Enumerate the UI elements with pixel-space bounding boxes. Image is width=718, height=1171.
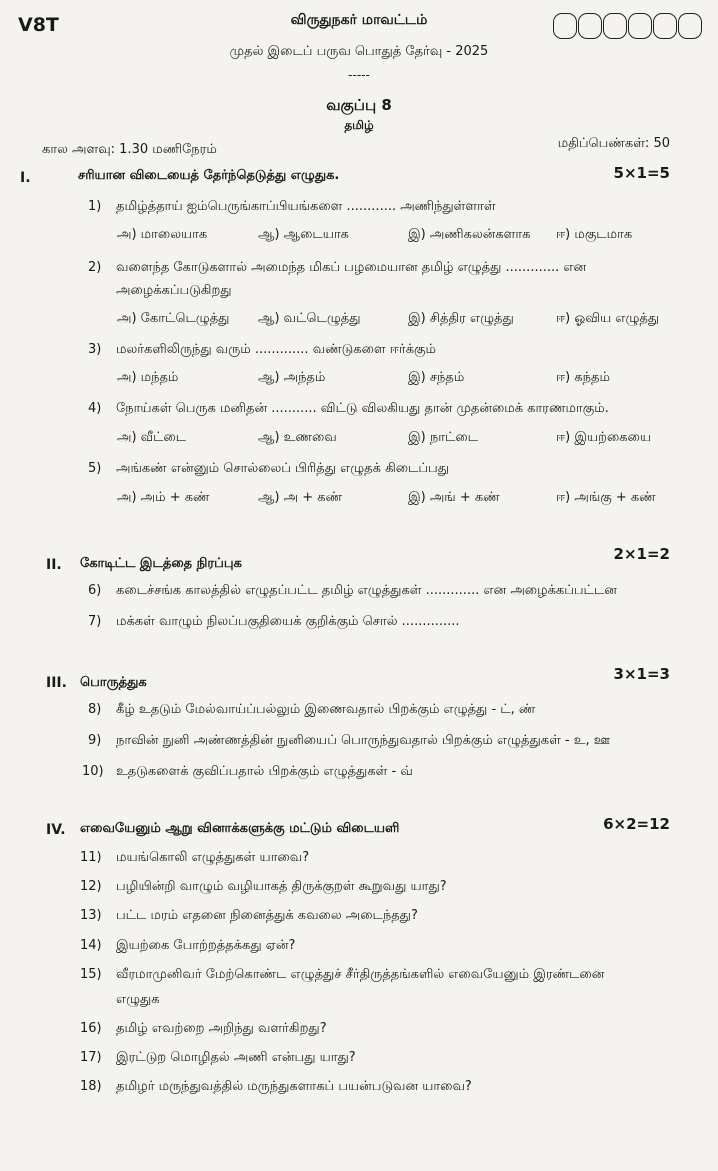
divider-dashes: -----	[348, 68, 370, 82]
option-c: இ) நாட்டை	[408, 430, 478, 445]
option-c: இ) சந்தம்	[408, 370, 465, 385]
question-number: 6)	[88, 583, 102, 598]
question-number: 11)	[80, 850, 102, 865]
section-3-marks: 3×1=3	[613, 665, 670, 683]
option-c: இ) அணிகலன்களாக	[408, 227, 531, 242]
question-text: நாவின் நுனி அண்ணத்தின் நுனியைப் பொருந்துவதால் பிறக்கும் எழுத்துகள் - உ, ஊ	[116, 733, 611, 748]
question-10	[82, 764, 413, 780]
section-4-marks: 6×2=12	[603, 815, 670, 833]
section-1-marks: 5×1=5	[613, 164, 670, 182]
question-number: 4)	[88, 401, 102, 416]
option-b: ஆ) அந்தம்	[258, 370, 326, 385]
question-number: 7)	[88, 614, 102, 629]
district-title: விருதுநகர் மாவட்டம்	[290, 12, 428, 28]
option-d: ஈ) மகுடமாக	[556, 227, 633, 242]
question-text: தமிழ் எவற்றை அறிந்து வளர்கிறது?	[116, 1021, 327, 1036]
subject-title: தமிழ்	[344, 118, 374, 132]
question-number: 8)	[88, 702, 102, 717]
question-number: 12)	[80, 879, 102, 894]
section-1-title: சரியான விடையைத் தேர்ந்தெடுத்து எழுதுக.	[78, 168, 340, 183]
option-d: ஈ) இயற்கையை	[556, 430, 652, 445]
question-14	[80, 938, 295, 954]
total-marks: மதிப்பெண்கள்: 50	[557, 136, 670, 151]
register-number-boxes	[553, 13, 702, 39]
question-6	[88, 583, 617, 599]
question-text: பழியின்றி வாழும் வழியாகத் திருக்குறள் கூறுவது யாது?	[116, 879, 447, 894]
question-4	[88, 401, 609, 417]
exam-title: முதல் இடைப் பருவ பொதுத் தேர்வு - 2025	[229, 44, 489, 59]
question-8	[88, 702, 535, 718]
question-7	[88, 614, 460, 630]
section-3-number: III.	[46, 675, 67, 691]
question-text: கீழ் உதடும் மேல்வாய்ப்பல்லும் இணைவதால் பிறக்கும் எழுத்து - ட், ண்	[116, 702, 536, 717]
question-15	[80, 967, 604, 983]
question-number: 16)	[80, 1021, 102, 1036]
question-12	[80, 879, 447, 895]
option-b: ஆ) உணவை	[258, 430, 337, 445]
question-text: மக்கள் வாழும் நிலப்பகுதியைக் குறிக்கும் சொல் ..............	[116, 614, 460, 629]
option-d: ஈ) ஓவிய எழுத்து	[556, 311, 660, 326]
question-15-continued: எழுதுக	[116, 992, 160, 1007]
question-text: மலர்களிலிருந்து வரும் ............. வண்டுகளை ஈர்க்கும்	[116, 342, 436, 357]
question-text: உதடுகளைக் குவிப்பதால் பிறக்கும் எழுத்துகள் - வ்	[116, 764, 413, 779]
register-box	[678, 13, 702, 39]
question-text: வீரமாமுனிவர் மேற்கொண்ட எழுத்துச் சீர்திருத்தங்களில் எவையேனும் இரண்டனை	[116, 967, 605, 982]
option-a: அ) மந்தம்	[117, 370, 179, 385]
time-duration: கால அளவு: 1.30 மணிநேரம்	[42, 142, 217, 157]
question-13	[80, 908, 418, 924]
question-2-continued: அழைக்கப்படுகிறது	[116, 283, 232, 298]
option-a: அ) மாலையாக	[117, 227, 208, 242]
question-text: பட்ட மரம் எதனை நினைத்துக் கவலை அடைந்தது?	[116, 908, 418, 923]
question-text: நோய்கள் பெருக மனிதன் ........... விட்டு விலகியது தான் முதன்மைக் காரணமாகும்.	[116, 401, 609, 416]
question-text: இயற்கை போற்றத்தக்கது ஏன்?	[116, 938, 296, 953]
question-number: 2)	[88, 260, 102, 275]
question-number: 5)	[88, 461, 102, 476]
option-d: ஈ) அங்கு + கண்	[556, 490, 656, 505]
question-number: 10)	[82, 764, 104, 779]
section-2-number: II.	[46, 557, 62, 573]
section-4-title: எவையேனும் ஆறு வினாக்களுக்கு மட்டும் விடையளி	[80, 821, 400, 836]
question-11	[80, 850, 309, 866]
question-17	[80, 1050, 356, 1066]
question-text: அங்கண் என்னும் சொல்லைப் பிரித்து எழுதக் கிடைப்பது	[116, 461, 450, 476]
option-a: அ) கோட்டெழுத்து	[117, 311, 230, 326]
question-number: 13)	[80, 908, 102, 923]
question-text: தமிழர் மருந்துவத்தில் மருந்துகளாகப் பயன்படுவன யாவை?	[116, 1079, 472, 1094]
register-box	[603, 13, 627, 39]
question-text: வளைந்த கோடுகளால் அமைந்த மிகப் பழமையான தமிழ் எழுத்து ............. என	[116, 260, 587, 275]
section-4-number: IV.	[46, 822, 66, 838]
question-18	[80, 1079, 472, 1095]
paper-code: V8T	[18, 14, 59, 36]
option-c: இ) சித்திர எழுத்து	[408, 311, 514, 326]
option-b: ஆ) அ + கண்	[258, 490, 343, 505]
option-d: ஈ) கந்தம்	[556, 370, 610, 385]
section-2-marks: 2×1=2	[613, 545, 670, 563]
question-number: 9)	[88, 733, 102, 748]
question-number: 15)	[80, 967, 102, 982]
register-box	[578, 13, 602, 39]
section-3-title: பொருத்துக	[80, 675, 147, 690]
register-box	[653, 13, 677, 39]
question-text: தமிழ்த்தாய் ஐம்பெருங்காப்பியங்களை ............ அணிந்துள்ளாள்	[116, 199, 496, 214]
question-16	[80, 1021, 327, 1037]
section-2-title: கோடிட்ட இடத்தை நிரப்புக	[80, 556, 242, 571]
register-box	[628, 13, 652, 39]
question-9	[88, 733, 610, 749]
question-3	[88, 342, 436, 358]
option-a: அ) அம் + கண்	[117, 490, 210, 505]
question-number: 18)	[80, 1079, 102, 1094]
question-text: மயங்கொலி எழுத்துகள் யாவை?	[116, 850, 310, 865]
option-c: இ) அங் + கண்	[408, 490, 500, 505]
question-5	[88, 461, 449, 477]
question-text: இரட்டுற மொழிதல் அணி என்பது யாது?	[116, 1050, 356, 1065]
register-box	[553, 13, 577, 39]
question-number: 3)	[88, 342, 102, 357]
question-number: 14)	[80, 938, 102, 953]
option-b: ஆ) ஆடையாக	[258, 227, 349, 242]
question-2	[88, 260, 586, 276]
question-number: 17)	[80, 1050, 102, 1065]
question-text: கடைச்சங்க காலத்தில் எழுதப்பட்ட தமிழ் எழுத்துகள் ............. என அழைக்கப்பட்டன	[116, 583, 617, 598]
class-title: வகுப்பு 8	[326, 96, 392, 114]
option-b: ஆ) வட்டெழுத்து	[258, 311, 361, 326]
question-1	[88, 199, 496, 215]
section-1-number: I.	[20, 170, 31, 186]
question-number: 1)	[88, 199, 102, 214]
option-a: அ) வீட்டை	[117, 430, 187, 445]
